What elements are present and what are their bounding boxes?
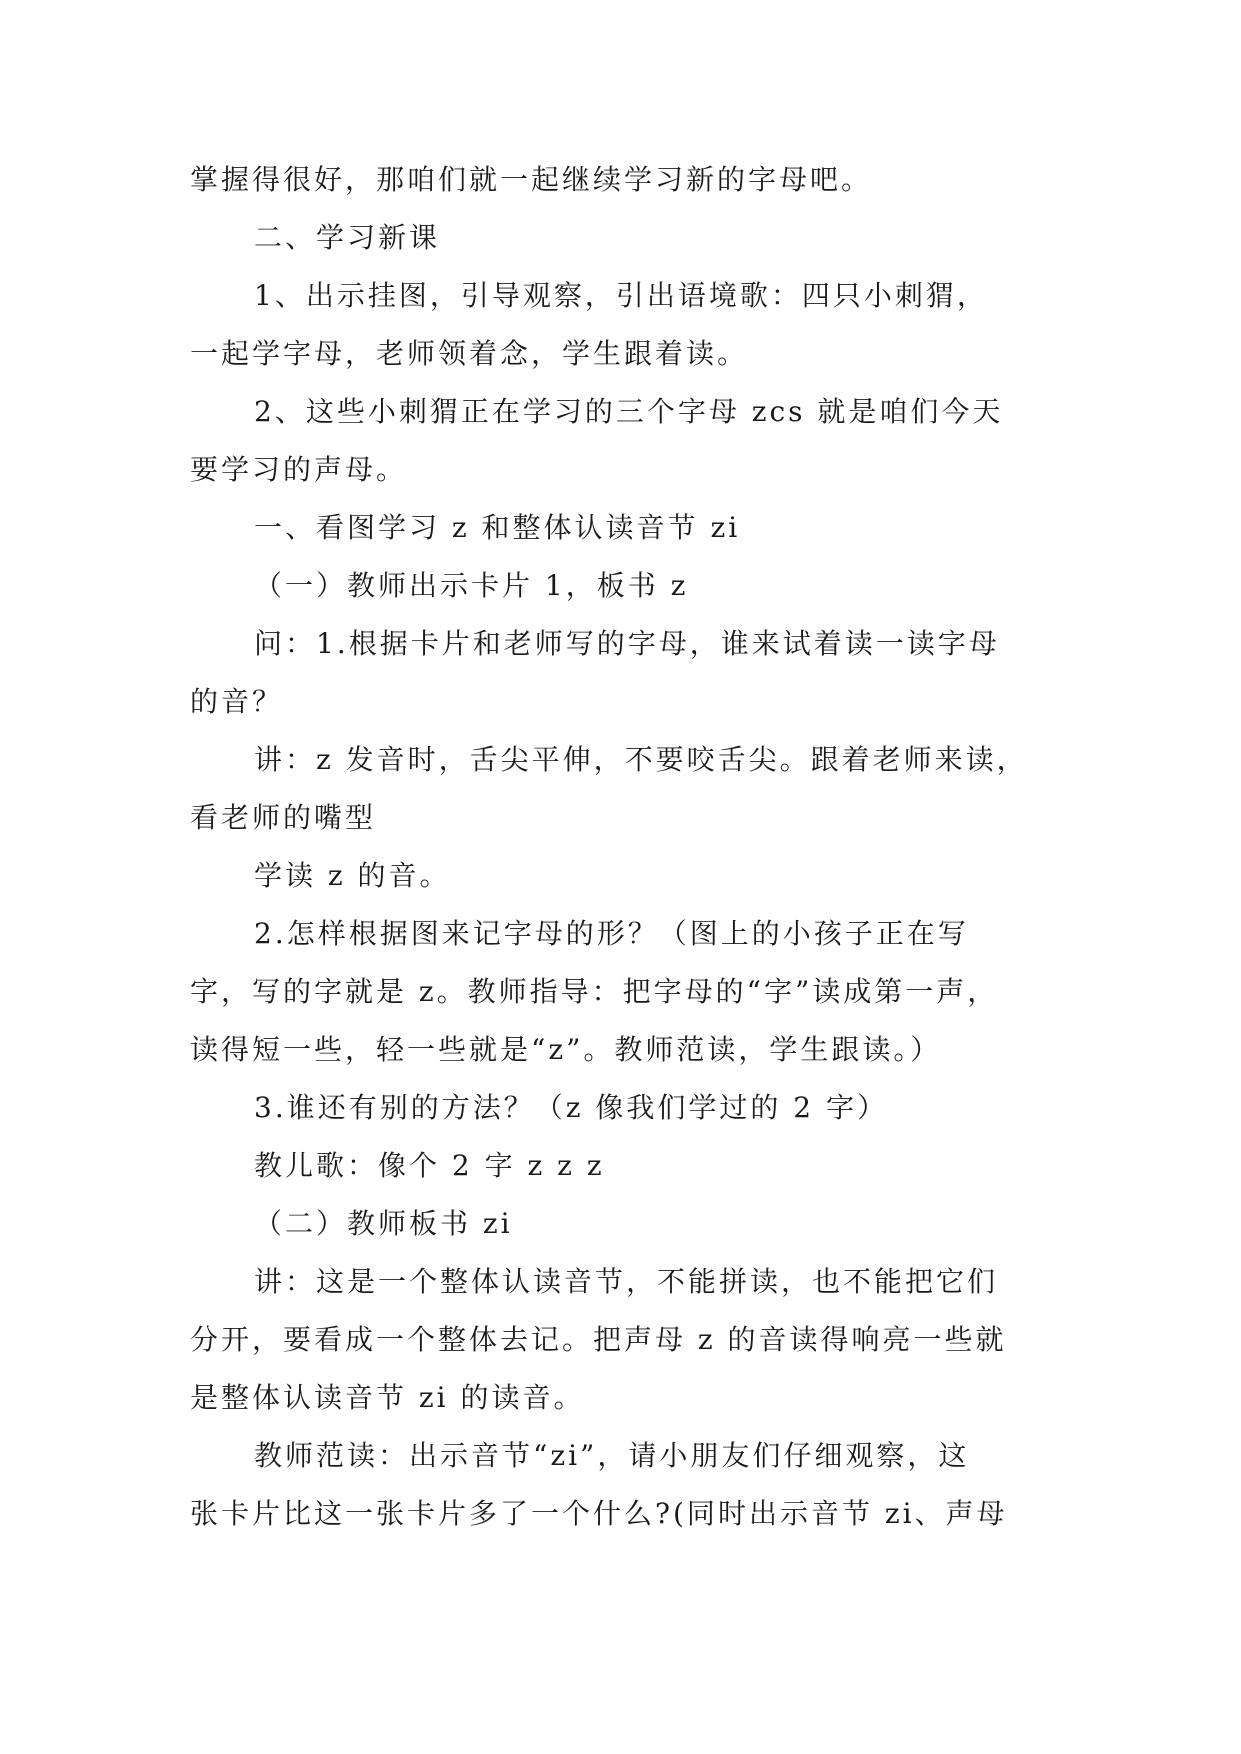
text-line: 字，写的字就是 z。教师指导：把字母的“字”读成第一声， [190, 975, 999, 1008]
text-line: 2、这些小刺猬正在学习的三个字母 zcs 就是咱们今天 [254, 395, 1004, 428]
text-line: 一起学字母，老师领着念，学生跟着读。 [190, 337, 749, 370]
subsection-heading: （一）教师出示卡片 1，板书 z [254, 569, 689, 602]
text-line: 要学习的声母。 [190, 453, 408, 486]
text-line: 读得短一些，轻一些就是“z”。教师范读，学生跟读。） [190, 1033, 942, 1066]
section-heading: 二、学习新课 [254, 221, 441, 254]
text-line: 张卡片比这一张卡片多了一个什么?(同时出示音节 zi、声母 [190, 1497, 1008, 1530]
text-line: 的音？ [190, 685, 284, 718]
text-line: 是整体认读音节 zi 的读音。 [190, 1381, 585, 1414]
text-line: 教儿歌：像个 2 字 z z z [254, 1149, 605, 1182]
text-line: 教师范读：出示音节“zi”，请小朋友们仔细观察，这 [254, 1439, 970, 1472]
text-line: 掌握得很好，那咱们就一起继续学习新的字母吧。 [190, 163, 873, 196]
text-line: 3.谁还有别的方法？（z 像我们学过的 2 字） [254, 1091, 888, 1124]
text-line: 2.怎样根据图来记字母的形？（图上的小孩子正在写 [254, 917, 969, 950]
text-line: 分开，要看成一个整体去记。把声母 z 的音读得响亮一些就 [190, 1323, 1007, 1356]
text-line: 问：1.根据卡片和老师写的字母，谁来试着读一读字母 [254, 627, 1000, 660]
text-line: 讲：这是一个整体认读音节，不能拼读，也不能把它们 [254, 1265, 999, 1298]
text-line: 1、出示挂图，引导观察，引出语境歌：四只小刺猬， [254, 279, 988, 312]
section-heading: 一、看图学习 z 和整体认读音节 zi [254, 511, 741, 544]
text-line: 看老师的嘴型 [190, 801, 377, 834]
text-line: 讲：z 发音时，舌尖平伸，不要咬舌尖。跟着老师来读， [254, 743, 1028, 776]
subsection-heading: （二）教师板书 zi [254, 1207, 513, 1240]
text-line: 学读 z 的音。 [254, 859, 451, 892]
